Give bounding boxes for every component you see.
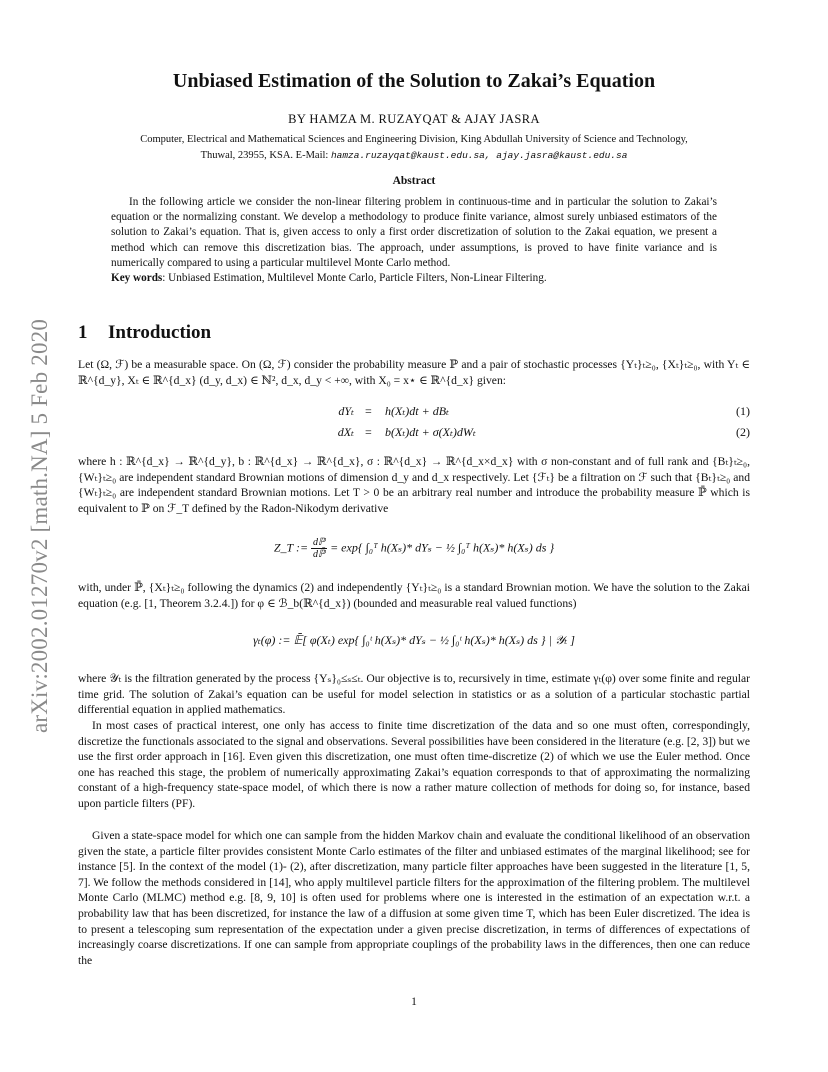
equation-number: (1) [736, 404, 750, 418]
equation-lhs: dYₜ [338, 404, 354, 418]
paragraph-text: where 𝒴ₜ is the filtration generated by the process {Yₛ}₀≤ₛ≤ₜ. Our objective is to, recursively in time, estimate γₜ(φ) over some finite and regular time grid. The solution of Zakai’s equation can be useful for model selection in statistics or as a solution of a particular stochastic partial differential equation in applied mathematics. [78, 672, 750, 717]
equation-rhs: = exp{ ∫₀ᵀ h(Xₛ)* dYₛ − ½ ∫₀ᵀ h(Xₛ)* h(Xₛ) ds } [330, 540, 555, 555]
equation-rhs: b(Xₜ)dt + σ(Xₜ)dWₜ [385, 425, 476, 439]
equals-sign: = [365, 404, 372, 418]
abstract-heading: Abstract [392, 175, 436, 187]
affiliation-location: Thuwal, 23955, KSA. E-Mail: [200, 150, 329, 161]
fraction-denominator: dℙ̄ [313, 549, 326, 560]
equation-2 [78, 425, 750, 443]
abstract-text: In the following article we consider the non-linear filtering problem in continuous-time and in particular the solution to Zakai’s equation or the normalizing constant. We develop a methodology to produce finite variance, almost surely unbiased estimators of the solution to Zakai’s equation. That is, given access to only a first order discretization of solution to the Zakai equation, we present a method which can remove this discretization bias. The approach, under assumptions, is proved to have finite variance and is numerically compared to using a particular multilevel Monte Carlo method. [111, 196, 717, 269]
equation-number: (2) [736, 425, 750, 439]
equation-lhs: Z_T := [273, 540, 309, 555]
fraction [311, 537, 327, 560]
email-addresses[interactable]: hamza.ruzayqat@kaust.edu.sa, ajay.jasra@kaust.edu.sa [330, 150, 628, 161]
keywords [111, 271, 717, 286]
keywords-text: : Unbiased Estimation, Multilevel Monte Carlo, Particle Filters, Non-Linear Filtering. [162, 272, 547, 285]
abstract [111, 195, 717, 286]
paper-title: Unbiased Estimation of the Solution to Zakai’s Equation [172, 70, 656, 92]
section-title: Introduction [108, 322, 212, 343]
author-line: BY HAMZA M. RUZAYQAT & AJAY JASRA [288, 112, 540, 126]
paragraph-text: where h : ℝ^{d_x} → ℝ^{d_y}, b : ℝ^{d_x} → ℝ^{d_x}, σ : ℝ^{d_x} → ℝ^{d_x×d_x} with σ non-constant and of full rank and {Bₜ}ₜ≥₀, {Wₜ}ₜ≥₀ are independent standard Brownian motions of dimension d_y and d_x respectively. Let {ℱₜ} be a filtration on ℱ such that {Bₜ}ₜ≥₀ and {Wₜ}ₜ≥₀ are independent standard Brownian motions. Let T > 0 be an arbitrary real number and introduce the probability measure ℙ̄ which is equivalent to ℙ on ℱ_T defined by the Radon-Nikodym derivative [78, 455, 750, 515]
fraction-numerator: dℙ [313, 537, 326, 548]
zakai-solution-equation [78, 633, 750, 648]
equation-rhs: h(Xₜ)dt + dBₜ [385, 404, 450, 418]
section-number: 1 [78, 322, 88, 343]
affiliation-line-1: Computer, Electrical and Mathematical Sciences and Engineering Division, King Abdullah University of Science and Technology, [140, 134, 688, 145]
equation-1 [78, 404, 750, 422]
equals-sign: = [365, 425, 372, 439]
affiliation [78, 132, 750, 164]
equation-body: γₜ(φ) := 𝔼̄[ φ(Xₜ) exp{ ∫₀ᵗ h(Xₛ)* dYₛ − ½ ∫₀ᵗ h(Xₛ)* h(Xₛ) ds } | 𝒴ₜ ] [253, 633, 575, 647]
keywords-label: Key words [111, 272, 163, 285]
affiliation-line-2 [78, 148, 750, 164]
paragraph-text: In most cases of practical interest, one only has access to finite time discretization of the data and so one must often, correspondingly, discretize the functionals associated to the signal and observations. Several possibilities have been considered in the literature (e.g. [2, 3]) but we use the first order approach in [16]. Even given this discretization, one must often time-discretize (2) of which we use the Euler method. Once one has reached this stage, the problem of numerically approximating Zakai’s equation corresponds to that of approximating the normalizing constant of a high-frequency state-space model, of which there is now a rather mature collection of methods for doing so, for instance, based upon particle filters (PF). [78, 719, 750, 810]
intro-paragraph-3 [78, 580, 750, 611]
page-number: 1 [411, 996, 417, 1008]
radon-nikodym-equation [78, 537, 750, 560]
paragraph-text: Given a state-space model for which one can sample from the hidden Markov chain and evaluate the conditional likelihood of an observation given the state, a particle filter provides consistent Monte Carlo estimates of the filter and unbiased estimates of the marginal likelihood; see for instance [5]. In the context of the model (1)- (2), after discretization, many particle filter approaches have been suggested in the literature [1, 5, 7]. We follow the methods considered in [14], who apply multilevel particle filters for the approximation of the filtering problem. The multilevel Monte Carlo (MLMC) method e.g. [8, 9, 10] is often used for problems where one is interested in the estimation of an expectation w.r.t. a probability law that has been discretized, for instance the law of a diffusion at some given time T, which has been Euler discretized. The idea is to present a telescoping sum representation of the expectation under a given precise discretization, in terms of differences of expectations of increasingly coarse discretizations. If one can sample from appropriate couplings of the probability laws in the differences, then one can reduce the [78, 829, 750, 967]
intro-paragraph-6 [78, 828, 750, 968]
intro-paragraph-5 [78, 718, 750, 812]
equation-lhs: dXₜ [337, 425, 354, 439]
arxiv-identifier-stamp: arXiv:2002.01270v2 [math.NA] 5 Feb 2020 [27, 318, 52, 734]
paragraph-text: Let (Ω, ℱ) be a measurable space. On (Ω, ℱ) consider the probability measure ℙ and a pair of stochastic processes {Yₜ}ₜ≥₀, {Xₜ}ₜ≥₀, with Yₜ ∈ ℝ^{d_y}, Xₜ ∈ ℝ^{d_x} (d_y, d_x) ∈ ℕ², d_x, d_y < +∞, with X₀ = x⋆ ∈ ℝ^{d_x} given: [78, 358, 750, 387]
intro-paragraph-4 [78, 671, 750, 718]
intro-paragraph-2 [78, 454, 750, 516]
section-heading [78, 322, 211, 344]
intro-paragraph-1 [78, 357, 750, 388]
paragraph-text: with, under ℙ̄, {Xₜ}ₜ≥₀ following the dynamics (2) and independently {Yₜ}ₜ≥₀ is a standard Brownian motion. We have the solution to the Zakai equation (e.g. [1, Theorem 3.2.4.]) for φ ∈ ℬ_b(ℝ^{d_x}) (bounded and measurable real valued functions) [78, 581, 750, 610]
